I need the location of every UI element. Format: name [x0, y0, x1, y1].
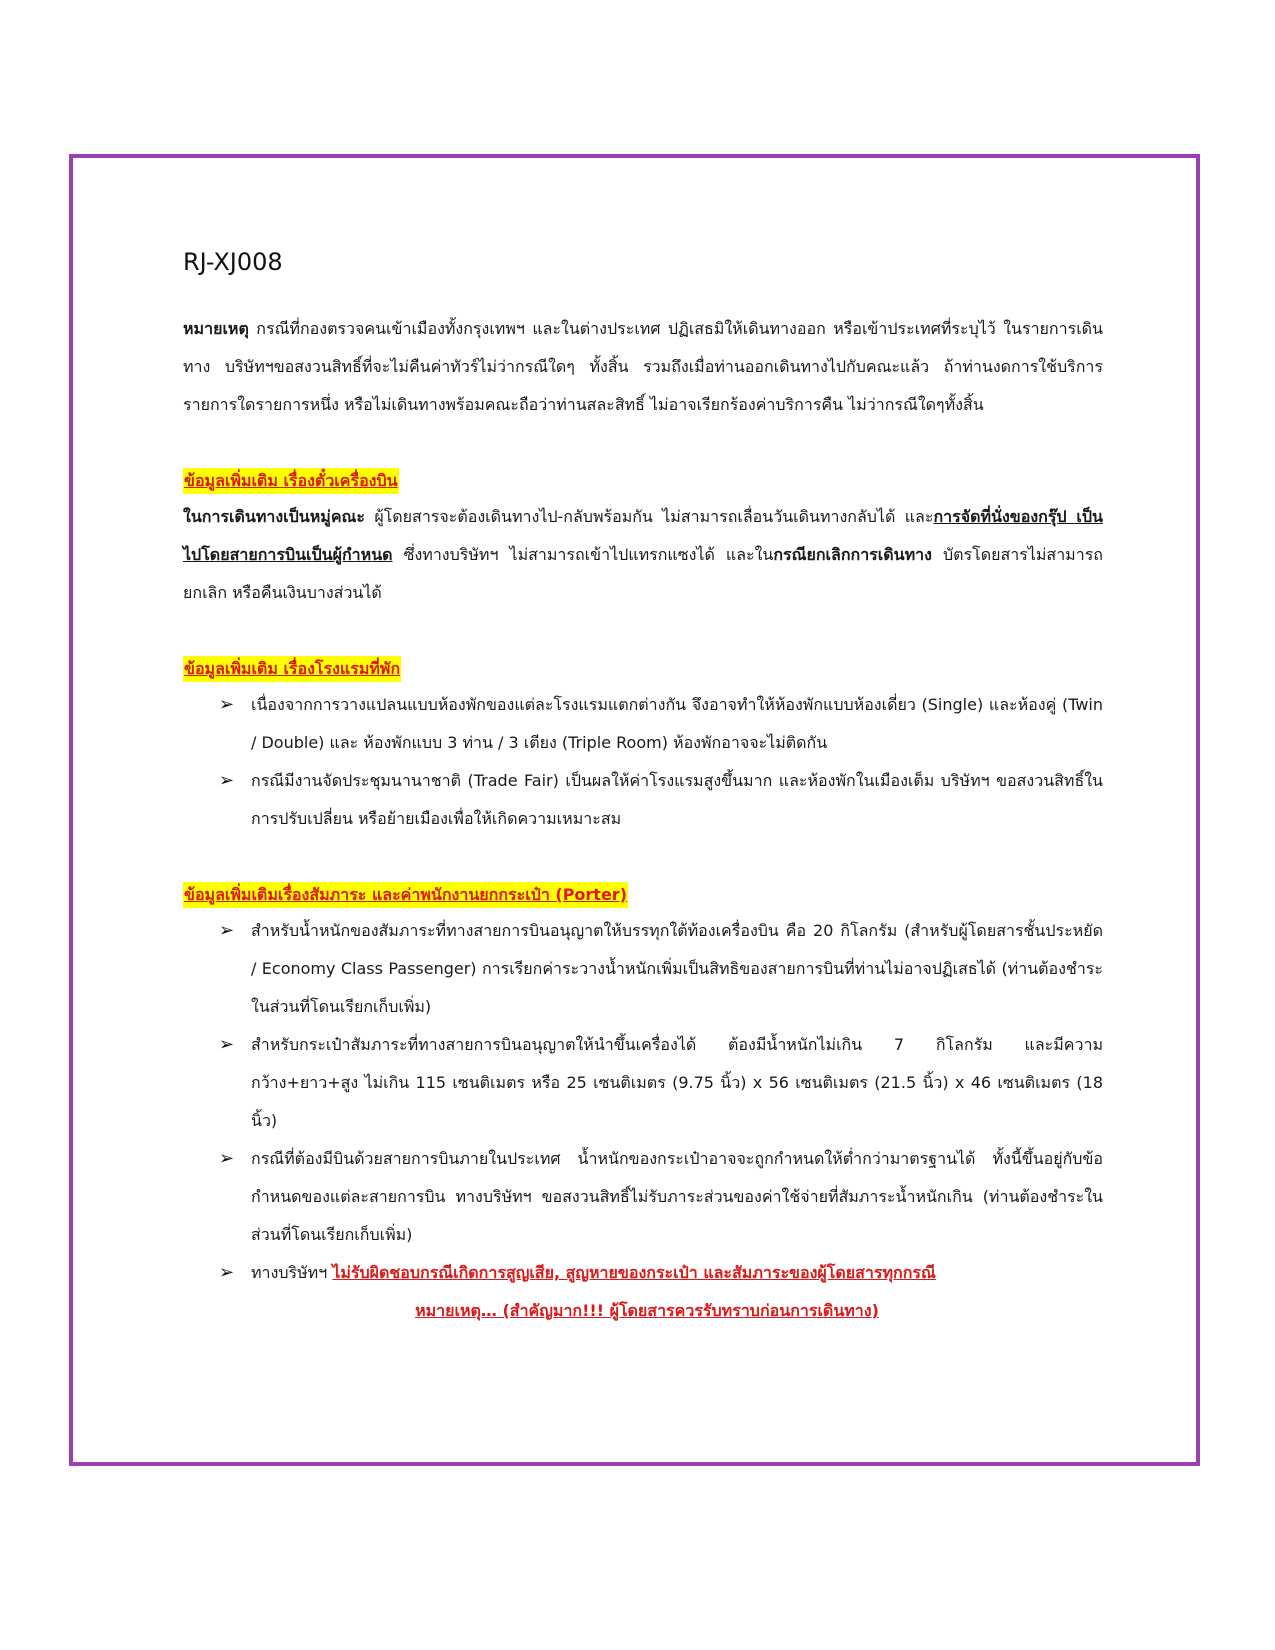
important-note: หมายเหตุ… (สำคัญมาก!!! ผู้โดยสารควรรับทราบก่อนการเดินทาง) — [415, 1301, 879, 1320]
list-item — [219, 1254, 1103, 1330]
hotel-item-text: เนื่องจากการวางแปลนแบบห้องพักของแต่ละโรงแรมแตกต่างกัน จึงอาจทำให้ห้องพักแบบห้องเดี่ยว (Single) และห้องคู่ (Twin / Double) และ ห้องพักแบบ 3 ท่าน / 3 เตียง (Triple Room) ห้องพักอาจจะไม่ติดกัน — [251, 695, 1103, 752]
liability-warning: ไม่รับผิดชอบกรณีเกิดการสูญเสีย, สูญหายของกระเป๋า และสัมภาระของผู้โดยสารทุกกรณี — [332, 1263, 936, 1282]
list-item — [219, 1026, 1103, 1140]
flight-text-3: บัตรโดยสารไม่สามารถยกเลิก หรือคืนเงินบางส่วนได้ — [183, 545, 1103, 602]
arrow-bullet-icon: ➢ — [219, 1148, 235, 1169]
arrow-bullet-icon: ➢ — [219, 1034, 235, 1055]
flight-paragraph — [183, 498, 1103, 612]
baggage-item-text: สำหรับน้ำหนักของสัมภาระที่ทางสายการบินอนุญาตให้บรรทุกใต้ท้องเครื่องบิน คือ 20 กิโลกรัม (สำหรับผู้โดยสารชั้นประหยัด / Economy Class Passenger) การเรียกค่าระวางน้ำหนักเพิ่มเป็นสิทธิของสายการบินที่ท่านไม่อาจปฏิเสธได้ (ท่านต้องชำระในส่วนที่โดนเรียกเก็บเพิ่ม) — [251, 921, 1103, 1016]
hotel-section — [183, 656, 1103, 838]
arrow-bullet-icon: ➢ — [219, 920, 235, 941]
baggage-section-title: ข้อมูลเพิ่มเติมเรื่องสัมภาระ และค่าพนักงานยกกระเป๋า (Porter) — [183, 882, 628, 908]
list-item — [219, 686, 1103, 762]
flight-text-1: ผู้โดยสารจะต้องเดินทางไป-กลับพร้อมกัน ไม่สามารถเลื่อนวันเดินทางกลับได้ และ — [364, 507, 934, 526]
baggage-last-prefix: ทางบริษัทฯ — [251, 1263, 333, 1282]
arrow-bullet-icon: ➢ — [219, 694, 235, 715]
document-body — [183, 248, 1103, 1330]
flight-text-2: ซึ่งทางบริษัทฯ ไม่สามารถเข้าไปแทรกแซงได้ และใน — [392, 545, 774, 564]
hotel-section-title: ข้อมูลเพิ่มเติม เรื่องโรงแรมที่พัก — [183, 656, 401, 682]
hotel-list — [183, 686, 1103, 838]
list-item — [219, 1140, 1103, 1254]
tour-code: RJ-XJ008 — [183, 248, 283, 276]
arrow-bullet-icon: ➢ — [219, 770, 235, 791]
baggage-item-text: กรณีที่ต้องมีบินด้วยสายการบินภายในประเทศ น้ำหนักของกระเป๋าอาจจะถูกกำหนดให้ต่ำกว่ามาตรฐานได้ ทั้งนี้ขึ้นอยู่กับข้อกำหนดของแต่ละสายการบิน ทางบริษัทฯ ขอสงวนสิทธิ์ไม่รับภาระส่วนของค่าใช้จ่ายที่สัมภาระน้ำหนักเกิน (ท่านต้องชำระในส่วนที่โดนเรียกเก็บเพิ่ม) — [251, 1149, 1103, 1244]
flight-section-title: ข้อมูลเพิ่มเติม เรื่องตั๋วเครื่องบิน — [183, 468, 399, 494]
note-text: กรณีที่กองตรวจคนเข้าเมืองทั้งกรุงเทพฯ และในต่างประเทศ ปฏิเสธมิให้เดินทางออก หรือเข้าประเทศที่ระบุไว้ ในรายการเดินทาง บริษัทฯขอสงวนสิทธิ์ที่จะไม่คืนค่าทัวร์ไม่ว่ากรณีใดๆ ทั้งสิ้น รวมถึงเมื่อท่านออกเดินทางไปกับคณะแล้ว ถ้าท่านงดการใช้บริการรายการใดรายการหนึ่ง หรือไม่เดินทางพร้อมคณะถือว่าท่านสละสิทธิ์ ไม่อาจเรียกร้องค่าบริการคืน ไม่ว่ากรณีใดๆทั้งสิ้น — [183, 319, 1103, 414]
baggage-item-text: สำหรับกระเป๋าสัมภาระที่ทางสายการบินอนุญาตให้นำขึ้นเครื่องได้ ต้องมีน้ำหนักไม่เกิน 7 กิโลกรัม และมีความกว้าง+ยาว+สูง ไม่เกิน 115 เซนติเมตร หรือ 25 เซนติเมตร (9.75 นิ้ว) x 56 เซนติเมตร (21.5 นิ้ว) x 46 เซนติเมตร (18 นิ้ว) — [251, 1035, 1103, 1130]
flight-section — [183, 468, 1103, 612]
content-frame — [69, 154, 1200, 1466]
baggage-list — [183, 912, 1103, 1330]
flight-group-travel: ในการเดินทางเป็นหมู่คณะ — [183, 507, 365, 526]
arrow-bullet-icon: ➢ — [219, 1262, 235, 1283]
list-item — [219, 912, 1103, 1026]
note-label: หมายเหตุ — [183, 319, 249, 338]
hotel-item-text: กรณีมีงานจัดประชุมนานาชาติ (Trade Fair) เป็นผลให้ค่าโรงแรมสูงขึ้นมาก และห้องพักในเมืองเต็ม บริษัทฯ ขอสงวนสิทธิ์ในการปรับเปลี่ยน หรือย้ายเมืองเพื่อให้เกิดความเหมาะสม — [251, 771, 1103, 828]
flight-cancel-case: กรณียกเลิกการเดินทาง — [773, 545, 932, 564]
list-item — [219, 762, 1103, 838]
note-paragraph — [183, 310, 1103, 424]
baggage-section — [183, 882, 1103, 1330]
flight-seat-arrangement: การจัดที่นั่งของกรุ๊ป เป็นไปโดยสายการบินเป็นผู้กำหนด — [183, 507, 1103, 564]
